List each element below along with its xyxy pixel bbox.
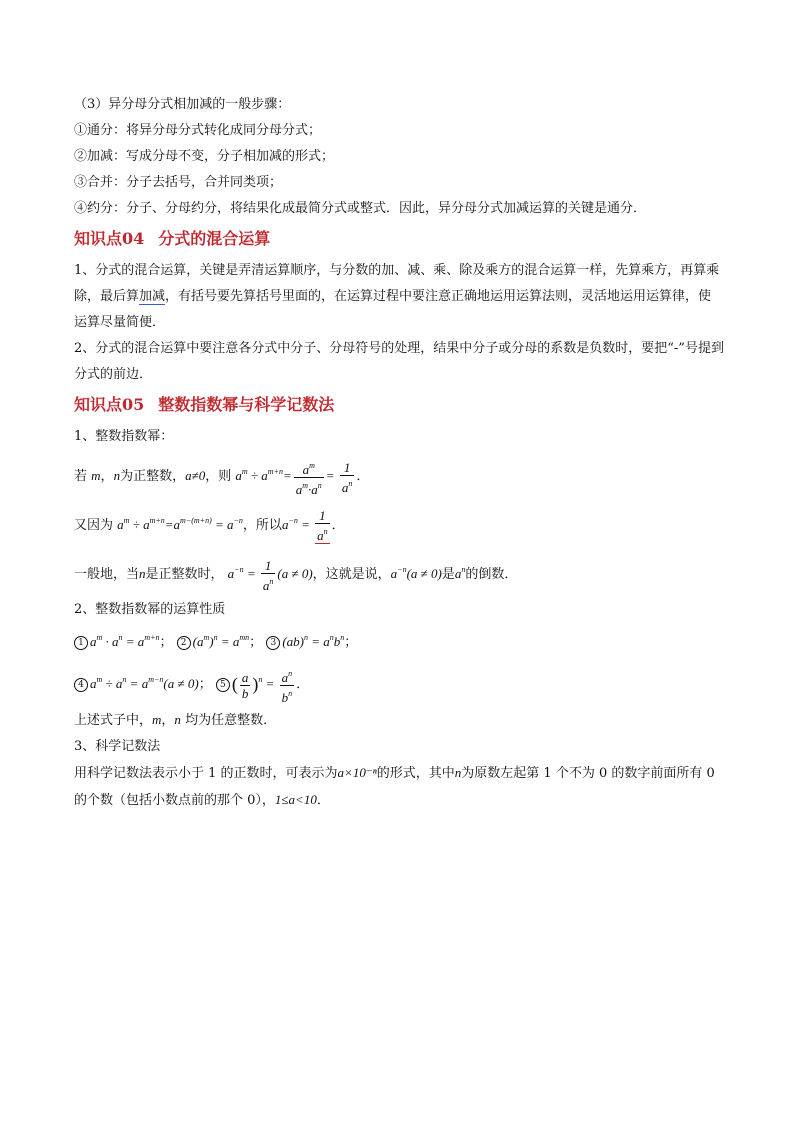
formula: $a^m \div a^{m+n}=a^{m-(m+n)} = a^{-n}$ bbox=[117, 516, 243, 532]
section-number: 知识点04 bbox=[74, 229, 145, 248]
section-title: 整数指数幂与科学记数法 bbox=[158, 395, 335, 414]
subheading-2: 2、整数指数幂的运算性质 bbox=[74, 602, 226, 617]
properties-line-2: 4 $a^m \div a^n = a^{m-n}(a \ne 0)$； 5 ( $\frac{a}{b}$ )$^n$ = $\frac{a^n}{b^n}$ ． bbox=[74, 658, 724, 707]
formula-line-1: 若 m，n为正整数，a≠0，则 $a^m \div a^{m+n}=$ $\frac{a^m}{a^m\cdot a^n}$ = $\frac{1}{a^n}$ ． bbox=[74, 459, 370, 497]
formula: $a^{-n}$ = $\frac{1}{a^n}$ (a ≠ 0) bbox=[227, 557, 313, 593]
properties-line-1: 1 $a^m \cdot a^n = a^{m+n}$； 2 $(a^m)^n = a^{mn}$； 3 $(ab)^n = a^nb^n$； bbox=[74, 623, 724, 658]
subheading-3: 3、科学记数法 bbox=[74, 739, 161, 754]
section-title: 分式的混合运算 bbox=[158, 229, 271, 248]
paragraph-2: 2、分式的混合运算中要注意各分式中分子、分母符号的处理，结果中分子或分母的系数是负数时，要把“-”号提到分式的前边． bbox=[74, 341, 724, 382]
step-4: ④约分：分子、分母约分，将结果化成最简分式或整式．因此，异分母分式加减运算的关键是通分． bbox=[74, 201, 647, 216]
step-1: ①通分：将异分母分式转化成同分母分式； bbox=[74, 123, 322, 138]
step-2: ②加减：写成分母不变，分子相加减的形式； bbox=[74, 149, 335, 164]
section-number: 知识点05 bbox=[74, 395, 145, 414]
formula-line-2: 又因为 $a^m \div a^{m+n}=a^{m-(m+n)} = a^{-n}$，所以$a^{-n}$ = $\frac{1}{a^n}$ ． bbox=[74, 508, 345, 544]
subheading-1: 1、整数指数幂： bbox=[74, 429, 174, 444]
after-note: 上述式子中，m，n 均为任意整数． bbox=[74, 712, 277, 728]
document-page bbox=[74, 92, 724, 814]
formula-line-3: 一般地，当n是正整数时， $a^{-n}$ = $\frac{1}{a^n}$ (a ≠ 0)，这就是说，$a^{-n}(a \ne 0)$是$a^n$的倒数． bbox=[74, 557, 518, 593]
paragraph-1: 1、分式的混合运算，关键是弄清运算顺序，与分数的加、减、乘、除及乘方的混合运算一样，先算乘方，再算乘除，最后算加减，有括号要先算括号里面的，在运算过程中要注意正确地运用运算法则，灵活地运用运算律，使运算尽量简便． bbox=[74, 263, 720, 330]
step-3: ③合并：分子去括号，合并同类项； bbox=[74, 175, 283, 190]
link-jiajian[interactable]: 加减 bbox=[139, 289, 166, 304]
steps-title: （3）异分母分式相加减的一般步骤： bbox=[74, 97, 291, 112]
sci-notation-paragraph: 用科学记数法表示小于 1 的正数时，可表示为a×10⁻ⁿ的形式，其中n为原数左起第 1 个不为 0 的数字前面所有 0 的个数（包括小数点前的那个 0），1≤a<10． bbox=[74, 765, 715, 808]
section-heading-05 bbox=[74, 390, 724, 420]
section-heading-04 bbox=[74, 224, 724, 254]
formula: $a^m \div a^{m+n}=$ $\frac{a^m}{a^m\cdot a^n}$ = $\frac{1}{a^n}$ bbox=[235, 459, 353, 497]
